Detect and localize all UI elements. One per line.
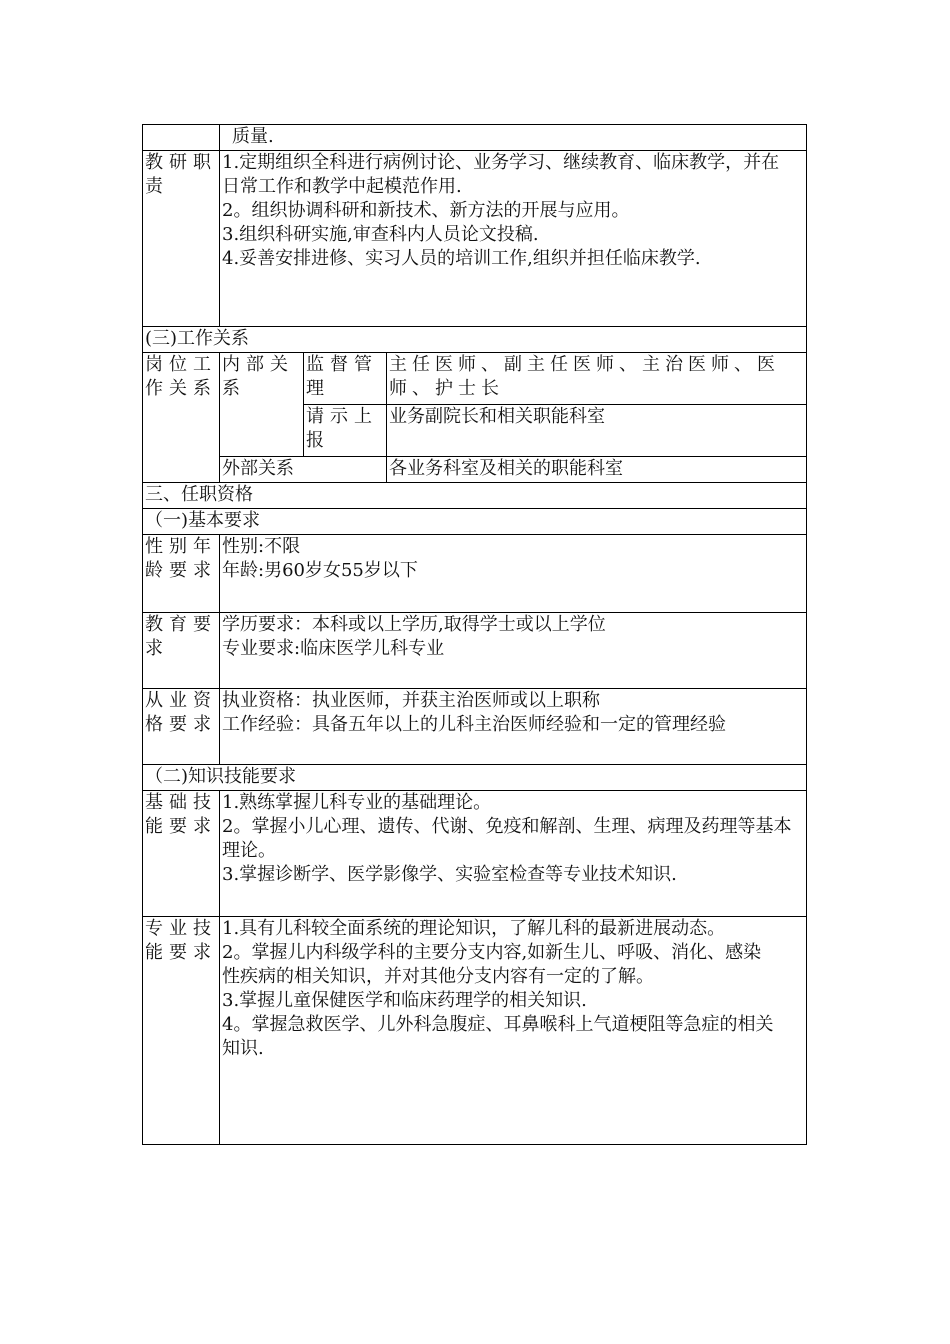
license-line: 执业资格：执业医师，并获主治医师或以上职称 <box>222 690 600 711</box>
table-row <box>143 535 807 613</box>
table-row <box>143 689 807 765</box>
experience-line: 工作经验：具备五年以上的儿科主治医师经验和一定的管理经验 <box>222 714 726 735</box>
skill-line: 1.具有儿科较全面系统的理论知识，了解儿科的最新进展动态。 <box>222 918 726 939</box>
table-row <box>143 765 807 791</box>
external-relations-label: 外部关系 <box>220 457 387 483</box>
gender-age-content <box>220 535 807 613</box>
teaching-item: 3.组织科研实施,审查科内人员论文投稿. <box>222 224 539 245</box>
skill-line: 2。掌握小儿心理、遗传、代谢、免疫和解剖、生理、病理及药理等基本 <box>222 816 792 837</box>
relations-label: 岗位工作关系 <box>143 353 220 483</box>
table-row <box>143 613 807 689</box>
empty-cell <box>143 125 220 151</box>
teaching-label: 教研职责 <box>143 151 220 327</box>
pro-skill-label: 专业技能要求 <box>143 917 220 1145</box>
skill-line: 4。掌握急救医学、儿外科急腹症、耳鼻喉科上气道梗阻等急症的相关 <box>222 1014 774 1035</box>
table-row <box>143 917 807 1145</box>
job-description-table <box>142 124 807 1145</box>
report-label: 请示上报 <box>304 405 387 457</box>
teaching-item: 日常工作和教学中起模范作用. <box>222 176 462 197</box>
teaching-item: 1.定期组织全科进行病例讨论、业务学习、继续教育、临床教学，并在 <box>222 152 780 173</box>
teaching-item: 4.妥善安排进修、实习人员的培训工作,组织并担任临床教学. <box>222 248 701 269</box>
gender-line: 性别:不限 <box>222 536 301 557</box>
skill-line: 知识. <box>222 1038 264 1059</box>
teaching-content <box>220 151 807 327</box>
report-value: 业务副院长和相关职能科室 <box>387 405 807 457</box>
supervise-label: 监督管理 <box>304 353 387 405</box>
practice-content <box>220 689 807 765</box>
skill-line: 1.熟练掌握儿科专业的基础理论。 <box>222 792 492 813</box>
table-row <box>143 509 807 535</box>
gender-age-label: 性别年龄要求 <box>143 535 220 613</box>
section-heading-work-relations: (三)工作关系 <box>143 327 807 353</box>
quality-text: 质量. <box>220 125 807 151</box>
education-content <box>220 613 807 689</box>
table-row <box>143 353 807 405</box>
table-row <box>143 457 807 483</box>
external-relations-value: 各业务科室及相关的职能科室 <box>387 457 807 483</box>
supervise-value: 主任医师、副主任医师、主治医师、医师、护士长 <box>387 353 807 405</box>
section-heading-basic: （一)基本要求 <box>143 509 807 535</box>
skill-line: 3.掌握儿童保健医学和临床药理学的相关知识. <box>222 990 587 1011</box>
teaching-item: 2。组织协调科研和新技术、新方法的开展与应用。 <box>222 200 630 221</box>
internal-relations-label: 内部关系 <box>220 353 304 457</box>
skill-line: 性疾病的相关知识，并对其他分支内容有一定的了解。 <box>222 966 654 987</box>
table-row <box>143 125 807 151</box>
major-line: 专业要求:临床医学儿科专业 <box>222 638 445 659</box>
table-row <box>143 791 807 917</box>
degree-line: 学历要求：本科或以上学历,取得学士或以上学位 <box>222 614 606 635</box>
section-heading-qualifications: 三、任职资格 <box>143 483 807 509</box>
skill-line: 3.掌握诊断学、医学影像学、实验室检查等专业技术知识. <box>222 864 677 885</box>
table-row <box>143 151 807 327</box>
basic-skill-label: 基础技能要求 <box>143 791 220 917</box>
pro-skill-content <box>220 917 807 1145</box>
section-heading-skills: （二)知识技能要求 <box>143 765 807 791</box>
education-label: 教育要求 <box>143 613 220 689</box>
table-row <box>143 327 807 353</box>
skill-line: 2。掌握儿内科级学科的主要分支内容,如新生儿、呼吸、消化、感染 <box>222 942 762 963</box>
age-line: 年龄:男60岁女55岁以下 <box>222 560 418 581</box>
basic-skill-content <box>220 791 807 917</box>
skill-line: 理论。 <box>222 840 276 861</box>
table-row <box>143 483 807 509</box>
practice-label: 从业资格要求 <box>143 689 220 765</box>
